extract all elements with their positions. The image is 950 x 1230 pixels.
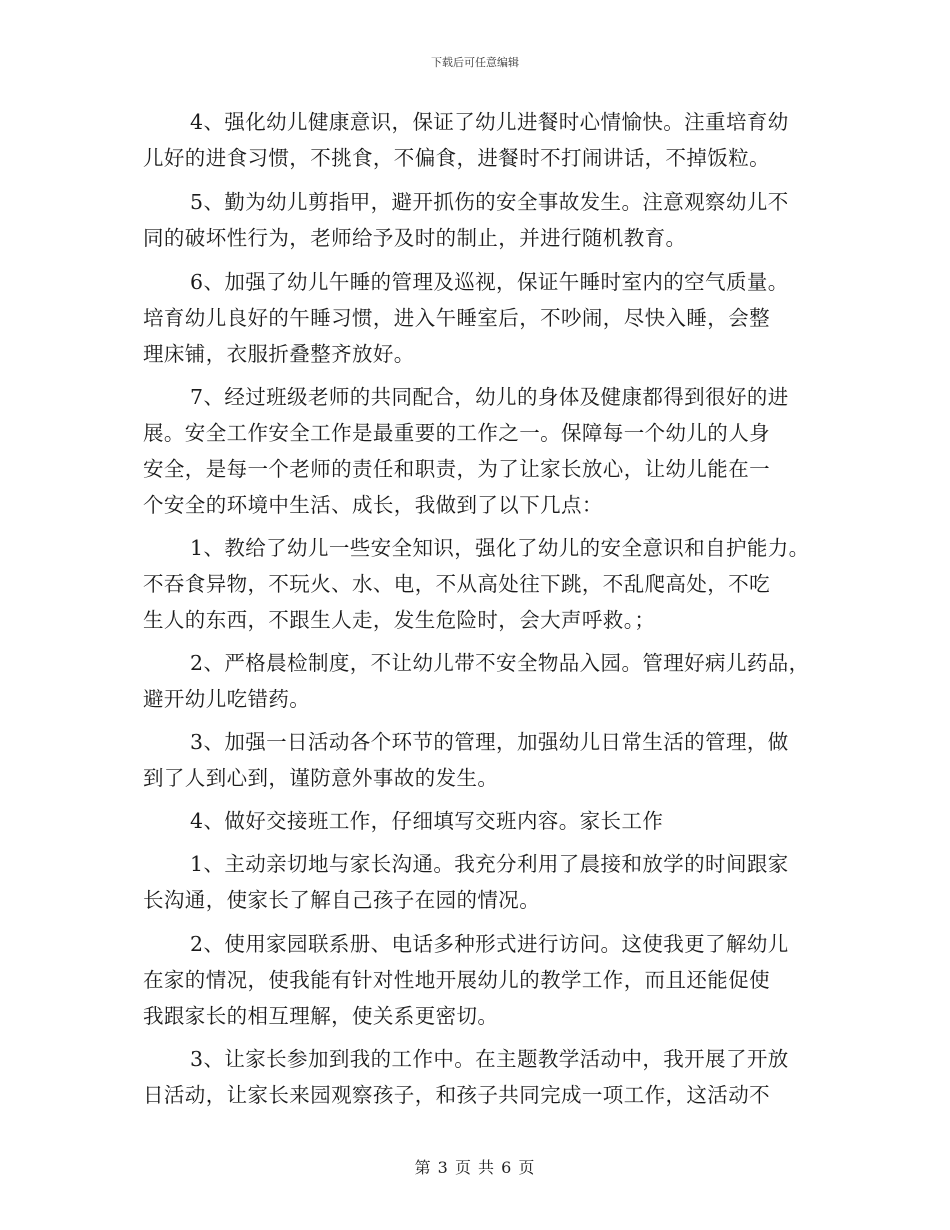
text-line: 到了人到心到，谨防意外事故的发生。	[143, 766, 499, 790]
page-number: 第 3 页 共 6 页	[414, 1158, 536, 1177]
text-line: 长沟通，使家长了解自己孩子在园的情况。	[143, 888, 541, 912]
text-line: 培育幼儿良好的午睡习惯，进入午睡室后，不吵闹，尽快入睡，会整	[143, 306, 770, 330]
text-line: 理床铺，衣服折叠整齐放好。	[143, 342, 415, 366]
text-line: 3、让家长参加到我的工作中。在主题教学活动中，我开展了开放	[190, 1047, 789, 1071]
text-line: 在家的情况，使我能有针对性地开展幼儿的教学工作，而且还能促使	[143, 968, 770, 992]
text-line: 3、加强一日活动各个环节的管理，加强幼儿日常生活的管理，做	[190, 730, 789, 754]
text-line: 4、做好交接班工作，仔细填写交班内容。家长工作	[190, 809, 664, 833]
text-line: 2、严格晨检制度，不让幼儿带不安全物品入园。管理好病儿药品，	[190, 651, 810, 675]
text-line: 避开幼儿吃错药。	[143, 687, 311, 711]
text-line: 安全，是每一个老师的责任和职责，为了让家长放心，让幼儿能在一	[143, 457, 770, 481]
text-line: 1、主动亲切地与家长沟通。我充分利用了晨接和放学的时间跟家	[190, 852, 789, 876]
page-header-note: 下载后可任意编辑	[431, 56, 519, 69]
text-line: 日活动，让家长来园观察孩子，和孩子共同完成一项工作，这活动不	[143, 1083, 770, 1107]
text-line: 4、强化幼儿健康意识，保证了幼儿进餐时心情愉快。注重培育幼	[190, 110, 789, 134]
text-line: 7、经过班级老师的共同配合，幼儿的身体及健康都得到很好的进	[190, 385, 789, 409]
text-line: 展。安全工作安全工作是最重要的工作之一。保障每一个幼儿的人身	[143, 421, 770, 445]
text-line: 1、教给了幼儿一些安全知识，强化了幼儿的安全意识和自护能力。	[190, 536, 810, 560]
text-line: 同的破坏性行为，老师给予及时的制止，并进行随机教育。	[143, 226, 687, 250]
text-line: 5、勤为幼儿剪指甲，避开抓伤的安全事故发生。注意观察幼儿不	[190, 190, 789, 214]
text-line: 生人的东西，不跟生人走，发生危险时，会大声呼救。；	[143, 608, 656, 632]
text-line: 6、加强了幼儿午睡的管理及巡视，保证午睡时室内的空气质量。	[190, 270, 789, 294]
text-line: 不吞食异物，不玩火、水、电，不从高处往下跳，不乱爬高处，不吃	[143, 572, 770, 596]
text-line: 儿好的进食习惯，不挑食，不偏食，进餐时不打闹讲话，不掉饭粒。	[143, 146, 770, 170]
text-line: 2、使用家园联系册、电话多种形式进行访问。这使我更了解幼儿	[190, 932, 789, 956]
text-line: 个安全的环境中生活、成长，我做到了以下几点：	[143, 493, 603, 517]
text-line: 我跟家长的相互理解，使关系更密切。	[143, 1004, 499, 1028]
